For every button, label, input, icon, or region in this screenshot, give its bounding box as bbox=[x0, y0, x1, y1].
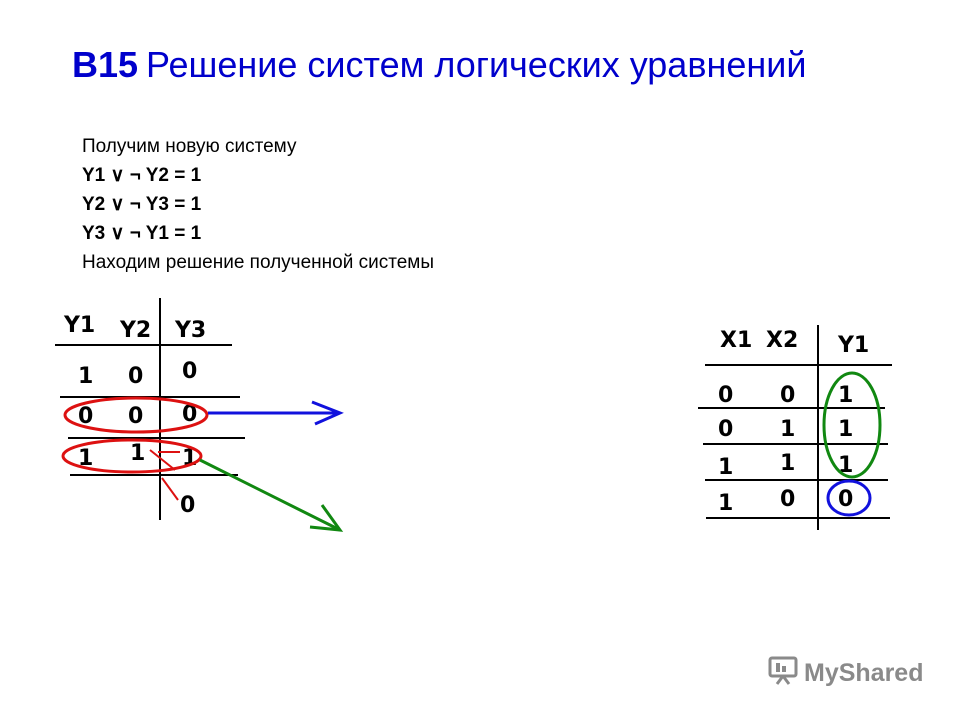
left-cell: 1 bbox=[130, 441, 146, 466]
outro-line: Находим решение полученной системы bbox=[82, 252, 434, 273]
left-table-headers bbox=[63, 313, 206, 343]
equation-3: Y3 ∨ ¬ Y1 = 1 bbox=[82, 223, 202, 244]
right-header-x1: X1 bbox=[720, 328, 753, 353]
left-cell: 0 bbox=[180, 493, 196, 518]
right-cell: 0 bbox=[780, 487, 796, 512]
right-cell: 1 bbox=[718, 455, 734, 480]
left-header-y3: Y3 bbox=[175, 318, 207, 343]
title-code: B15 bbox=[72, 44, 139, 85]
watermark-logo bbox=[768, 655, 923, 692]
right-cell: 0 bbox=[780, 383, 796, 408]
right-table-cells bbox=[718, 383, 853, 516]
green-arrow bbox=[200, 460, 340, 530]
left-cell: 0 bbox=[182, 359, 198, 384]
right-table-headers bbox=[720, 328, 869, 358]
right-header-x2: X2 bbox=[766, 328, 799, 353]
left-cell: 1 bbox=[78, 364, 94, 389]
right-cell: 1 bbox=[780, 417, 796, 442]
left-header-y2: Y2 bbox=[120, 318, 152, 343]
presentation-icon bbox=[768, 655, 798, 692]
intro-line: Получим новую систему bbox=[82, 136, 297, 157]
watermark-text: MyShared bbox=[804, 659, 924, 687]
left-header-y1: Y1 bbox=[64, 313, 96, 338]
right-cell: 1 bbox=[718, 491, 734, 516]
right-cell: 1 bbox=[838, 453, 854, 478]
left-cell: 0 bbox=[78, 404, 94, 429]
left-cell: 0 bbox=[128, 404, 144, 429]
right-cell: 0 bbox=[718, 417, 734, 442]
equation-2: Y2 ∨ ¬ Y3 = 1 bbox=[82, 194, 202, 215]
left-cell: 1 bbox=[182, 446, 198, 471]
right-header-y1: Y1 bbox=[838, 333, 870, 358]
left-cell: 0 bbox=[182, 402, 198, 427]
title-text: Решение систем логических уравнений bbox=[146, 44, 807, 85]
left-cell: 1 bbox=[78, 446, 94, 471]
blue-arrow bbox=[208, 402, 340, 424]
right-cell: 1 bbox=[838, 383, 854, 408]
equation-1: Y1 ∨ ¬ Y2 = 1 bbox=[82, 165, 202, 186]
right-cell: 0 bbox=[718, 383, 734, 408]
right-cell: 1 bbox=[780, 451, 796, 476]
right-cell: 0 bbox=[838, 487, 854, 512]
left-cell: 0 bbox=[128, 364, 144, 389]
right-cell: 1 bbox=[838, 417, 854, 442]
